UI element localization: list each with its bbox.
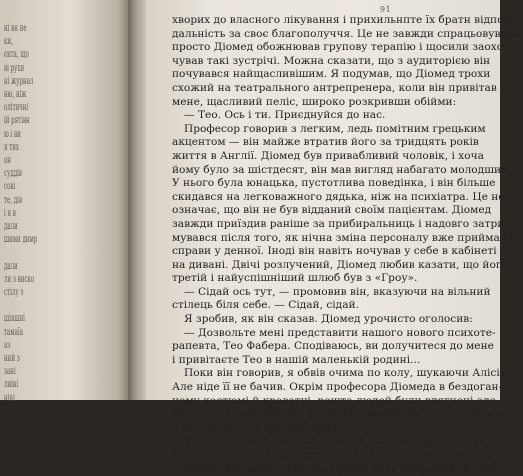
left-page-fragment: тамаїа (4, 326, 23, 338)
left-page-fragment: дали (4, 260, 18, 272)
left-page-fragment: єкта, що (4, 49, 29, 61)
text-line: ному костюмі й краватці, решта людей були вдягнені аде- (172, 394, 500, 407)
text-line: йому було за шістдесят, він мав вигляд набагато молодшим. (172, 163, 513, 176)
left-page-edge (0, 0, 128, 404)
text-line: — Сідай ось тут, — промовив він, вказуючи на вільний (184, 285, 491, 298)
left-page-fragment: ли з виско (4, 273, 35, 285)
text-line: схожий на театрального антрепренера, коли він привітав (172, 81, 497, 94)
text-line: стілець біля себе. — Сідай, сідай. (172, 299, 359, 312)
right-page (146, 0, 523, 475)
left-page-fragment: лиіні (4, 379, 19, 391)
left-page-fragment: шими димр (4, 234, 38, 246)
left-page-fragment: суддів (4, 168, 22, 180)
left-page-fragment: я тих (4, 141, 20, 153)
left-page-fragment: ню, ніж (4, 89, 27, 100)
text-line: Я знав його з «Броадмуру». Психіатр зі зламаним носом (172, 449, 491, 461)
text-line: чував такі зустрічі. Можна сказати, що з аудиторією він (172, 54, 491, 67)
left-page-fragment: зані (4, 366, 16, 378)
text-line: Професор говорив з легким, ледь помітним грецьким (184, 122, 486, 135)
text-line: скидався на легковажного дядька, ніж на психіатра. Це не (172, 190, 505, 203)
text-line: — Дозвольте мені представити нашого нового психоте- (184, 326, 496, 339)
text-line: акцентом — він майже втратив його за тридцять років (172, 136, 479, 149)
book-gutter (128, 0, 146, 400)
text-line: просто Діомед обожнював групову терапію і щосили заохо- (172, 41, 507, 54)
text-line: хворих до власного лікування і прихильнпте їх братн відпові- (172, 14, 517, 26)
text-line: означає, що він не був відданий своїм пацієнтам. Діомед (172, 204, 492, 217)
text-line: з них пацієнт, а хто персонал. (172, 421, 341, 434)
text-line: більшого в сорочки або футболки. Важко було сказати, хто (172, 408, 506, 421)
text-line: Поки він говорив, я обвів очима по колу, шукаючи Алісію. (184, 367, 513, 380)
left-page-fragment: ний з (4, 353, 20, 364)
text-line: рапевта, Тео Фабера. Сподіваюсь, ви долучитеся до мене (172, 340, 494, 353)
left-page-fragment: он (4, 155, 11, 166)
left-page-fragment: дали (4, 221, 18, 232)
left-page-fragment: і я в (4, 207, 16, 219)
text-line: почувався найщасливішим. Я подумав, що Діомед трохи (172, 68, 491, 81)
text-line: і темною бородою, любитель регбі. Теть неприємний тип. (172, 462, 498, 475)
left-page-fragment: сові (4, 181, 16, 193)
left-page-fragment: олітичні (4, 102, 29, 114)
text-line: на дивані. Двічі розлучений, Діомед любив казати, що його (172, 258, 508, 271)
left-page-fragment: ві рухи (4, 62, 25, 74)
left-page-fragment: ні вн не (4, 23, 27, 34)
text-line: мувався після того, як нічна зміна персоналу вже приймала (172, 231, 513, 244)
left-page-fragment: ніні (4, 392, 15, 404)
text-line: Але ніде її не бачив. Окрім професора Діомеда в бездоган- (172, 381, 503, 394)
text-line: — Тео. Ось і ти. Приєднуйся до нас. (184, 109, 386, 122)
text-line: життя в Англії. Діомед був привабливий чоловік, і хоча (172, 149, 484, 162)
left-page-fragment: ю і ви (4, 128, 21, 140)
text-line: Я зробив, як він сказав. Діомед урочисто оголосив: (184, 313, 473, 326)
left-page-fragment: стілу з (4, 287, 24, 298)
left-page-fragment: ки, (4, 36, 13, 48)
text-line: третій і найуспішніший шлюб був з «Гроу». (172, 272, 418, 285)
text-line: дальність за своє благополуччя. Це не завжди спрацьовувало; (172, 27, 523, 40)
text-line: справи у денної. Іноді він навіть ночував у себе в кабінеті (172, 245, 497, 258)
left-page-fragment: шіяшні (4, 313, 25, 325)
left-page-fragment: аз (4, 339, 11, 351)
text-line: У нього була юнацька, пустотлива поведінка, і він більше (172, 177, 496, 190)
text-line: мене, щасливий пеліс, широко розкривши обійми: (172, 95, 457, 108)
text-line: і привітаєте Тео в нашій маленькій родині... (172, 353, 421, 366)
text-line: завжди приїздив раніше за прибиральниць і надовго затри- (172, 217, 508, 230)
left-page-fragment: ні журнал (4, 75, 34, 87)
left-page-fragment: те, дів (4, 194, 23, 206)
page-number: 91 (380, 5, 392, 14)
left-page-fragment: ій рятівн (4, 115, 30, 127)
text-line: Кілька облич були мені знайомі. Наприклад, Крістіан. (184, 435, 491, 448)
page-body-text (172, 14, 523, 476)
